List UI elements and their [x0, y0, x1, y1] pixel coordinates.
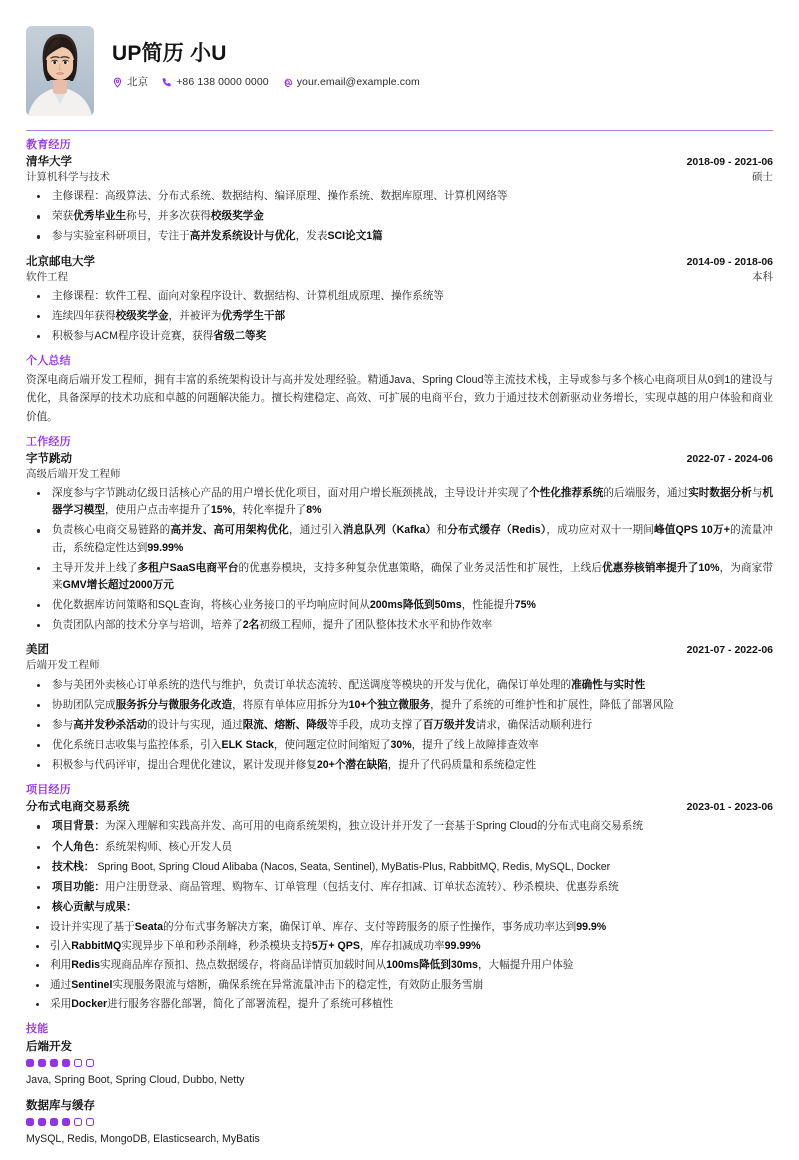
skill-dot-filled	[50, 1118, 58, 1126]
section-title-summary: 个人总结	[26, 355, 71, 368]
skill-dot-empty	[86, 1059, 94, 1067]
experience-entry	[26, 154, 773, 246]
skill-dot-empty	[74, 1059, 82, 1067]
bullet-item: 连续四年获得校级奖学金，并被评为优秀学生干部	[26, 308, 773, 325]
entry-subheader	[26, 658, 773, 673]
skill-dot-filled	[62, 1118, 70, 1126]
bullet-item: 荣获优秀毕业生称号，并多次获得校级奖学金	[26, 208, 773, 225]
skill-level-dots	[26, 1118, 773, 1126]
header-text-block	[112, 26, 429, 88]
section-work	[26, 435, 773, 775]
entry-organization: 美团	[26, 644, 49, 657]
experience-entry	[26, 451, 773, 635]
entry-organization: 分布式电商交易系统	[26, 801, 130, 814]
bullet-item: 积极参与代码评审，提出合理优化建议，累计发现并修复20+个潜在缺陷，提升了代码质量和系统稳定性	[26, 757, 773, 774]
entry-subheader	[26, 270, 773, 285]
entry-header	[26, 154, 773, 170]
sub-bullet-item: 采用Docker进行服务容器化部署，简化了部署流程，提升了系统可移植性	[26, 996, 773, 1013]
bullet-item: 项目功能：用户注册登录、商品管理、购物车、订单管理（包括支付、库存扣减、订单状态流转）、秒杀模块、优惠券系统	[26, 879, 773, 896]
project-entries	[26, 799, 773, 1013]
entry-header	[26, 254, 773, 270]
bullet-item: 协助团队完成服务拆分与微服务化改造，将原有单体应用拆分为10+个独立微服务，提升了系统的可维护性和扩展性，降低了部署风险	[26, 697, 773, 714]
education-entries	[26, 154, 773, 346]
bullet-item: 参与美团外卖核心订单系统的迭代与维护，负责订单状态流转、配送调度等模块的开发与优化，确保订单处理的准确性与实时性	[26, 677, 773, 694]
contact-email	[282, 77, 420, 88]
entry-role: 高级后端开发工程师	[26, 467, 121, 480]
entry-date-range: 2021-07 - 2022-06	[686, 644, 773, 657]
contact-location	[112, 77, 148, 88]
entry-date-range: 2018-09 - 2021-06	[686, 155, 773, 168]
entry-degree: 硕士	[752, 170, 773, 183]
skill-dot-filled	[62, 1059, 70, 1067]
contact-row	[112, 77, 429, 88]
phone-icon	[161, 77, 172, 88]
entry-header	[26, 642, 773, 658]
email-at-icon	[282, 77, 293, 88]
skill-level-dots	[26, 1059, 773, 1067]
skill-block	[26, 1039, 773, 1089]
skill-dot-empty	[86, 1118, 94, 1126]
bullet-item: 积极参与ACM程序设计竞赛，获得省级二等奖	[26, 328, 773, 345]
skill-blocks	[26, 1039, 773, 1148]
portrait-photo	[26, 26, 94, 116]
entry-date-range: 2023-01 - 2023-06	[686, 801, 773, 814]
skill-dot-filled	[26, 1059, 34, 1067]
entry-header	[26, 451, 773, 467]
entry-date-range: 2022-07 - 2024-06	[686, 452, 773, 465]
bullet-item: 优化数据库访问策略和SQL查询，将核心业务接口的平均响应时间从200ms降低到50ms，性能提升75%	[26, 597, 773, 614]
entry-role: 计算机科学与技术	[26, 170, 110, 183]
sub-bullet-item: 设计并实现了基于Seata的分布式事务解决方案，确保订单、库存、支付等跨服务的原子性操作，事务成功率达到99.9%	[26, 919, 773, 936]
bullet-item: 项目背景：为深入理解和实践高并发、高可用的电商系统架构，独立设计并开发了一套基于Spring Cloud的分布式电商交易系统	[26, 818, 773, 835]
contact-phone-value: +86 138 0000 0000	[176, 76, 269, 89]
summary-text: 资深电商后端开发工程师，拥有丰富的系统架构设计与高并发处理经验。精通Java、Spring Cloud等主流技术栈，主导或参与多个核心电商项目从0到1的建设与优化，具备深厚的技术功底和卓越的问题解决能力。擅长构建稳定、高效、可扩展的电商平台，致力于通过技术创新驱动业务增长，实现卓越的用户体验和商业价值。	[26, 374, 773, 423]
entry-bullet-list	[26, 818, 773, 916]
section-summary	[26, 354, 773, 426]
sub-bullet-item: 引入RabbitMQ实现异步下单和秒杀削峰，秒杀模块支持5万+ QPS，库存扣减成功率99.99%	[26, 938, 773, 955]
section-education	[26, 138, 773, 345]
entry-role: 软件工程	[26, 270, 68, 283]
entry-organization: 清华大学	[26, 155, 72, 168]
skill-block	[26, 1098, 773, 1148]
section-title-work: 工作经历	[26, 435, 71, 448]
bullet-item: 技术栈： Spring Boot, Spring Cloud Alibaba (Nacos, Seata, Sentinel), MyBatis-Plus, RabbitMQ, Redis, MySQL, Docker	[26, 859, 773, 876]
bullet-item: 负责核心电商交易链路的高并发、高可用架构优化，通过引入消息队列（Kafka）和分布式缓存（Redis），成功应对双十一期间峰值QPS 10万+的流量冲击，系统稳定性达到99.99%	[26, 522, 773, 556]
entry-role: 后端开发工程师	[26, 659, 100, 672]
entry-bullet-list	[26, 485, 773, 634]
bullet-item: 核心贡献与成果：	[26, 899, 773, 916]
skill-category-name: 数据库与缓存	[26, 1099, 95, 1112]
entry-sub-bullet-list	[26, 919, 773, 1013]
skill-category-name: 后端开发	[26, 1040, 72, 1053]
bullet-item: 优化系统日志收集与监控体系，引入ELK Stack，使问题定位时间缩短了30%，提升了线上故障排查效率	[26, 737, 773, 754]
section-title-projects: 项目经历	[26, 784, 71, 797]
page-title: UP简历 小U	[112, 42, 227, 65]
sub-bullet-item: 通过Sentinel实现服务限流与熔断，确保系统在异常流量冲击下的稳定性，有效防止服务雪崩	[26, 977, 773, 994]
entry-degree: 本科	[752, 270, 773, 283]
entry-bullet-list	[26, 677, 773, 775]
experience-entry	[26, 254, 773, 346]
skill-dot-filled	[50, 1059, 58, 1067]
skill-items-list: MySQL, Redis, MongoDB, Elasticsearch, MyBatis	[26, 1133, 260, 1146]
entry-header	[26, 799, 773, 815]
resume-header	[26, 26, 773, 124]
entry-date-range: 2014-09 - 2018-06	[686, 255, 773, 268]
bullet-item: 参与高并发秒杀活动的设计与实现，通过限流、熔断、降级等手段，成功支撑了百万级并发请求，确保活动顺利进行	[26, 717, 773, 734]
section-title-skills: 技能	[26, 1022, 49, 1035]
skill-dot-filled	[38, 1059, 46, 1067]
experience-entry	[26, 642, 773, 774]
location-pin-icon	[112, 77, 123, 88]
bullet-item: 个人角色：系统架构师、核心开发人员	[26, 839, 773, 856]
bullet-item: 主修课程：高级算法、分布式系统、数据结构、编译原理、操作系统、数据库原理、计算机网络等	[26, 188, 773, 205]
sub-bullet-item: 利用Redis实现商品库存预扣、热点数据缓存，将商品详情页加载时间从100ms降低到30ms，大幅提升用户体验	[26, 957, 773, 974]
bullet-item: 深度参与字节跳动亿级日活核心产品的用户增长优化项目，面对用户增长瓶颈挑战，主导设计并实现了个性化推荐系统的后端服务，通过实时数据分析与机器学习模型，使用户点击率提升了15%，转化率提升了8%	[26, 485, 773, 519]
section-title-education: 教育经历	[26, 139, 71, 151]
entry-bullet-list	[26, 288, 773, 345]
contact-location-value: 北京	[127, 76, 149, 89]
bullet-item: 主导开发并上线了多租户SaaS电商平台的优惠券模块，支持多种复杂优惠策略，确保了业务灵活性和扩展性，上线后优惠券核销率提升了10%，为商家带来GMV增长超过2000万元	[26, 560, 773, 594]
bullet-item: 参与实验室科研项目，专注于高并发系统设计与优化，发表SCI论文1篇	[26, 228, 773, 245]
contact-email-value: your.email@example.com	[296, 76, 420, 89]
section-projects	[26, 783, 773, 1013]
entry-organization: 字节跳动	[26, 452, 72, 465]
contact-phone	[161, 77, 269, 88]
skill-dot-empty	[74, 1118, 82, 1126]
work-entries	[26, 451, 773, 775]
bullet-item: 主修课程：软件工程、面向对象程序设计、数据结构、计算机组成原理、操作系统等	[26, 288, 773, 305]
entry-bullet-list	[26, 188, 773, 245]
entry-organization: 北京邮电大学	[26, 255, 95, 268]
skill-dot-filled	[38, 1118, 46, 1126]
section-skills	[26, 1022, 773, 1148]
skill-dot-filled	[26, 1118, 34, 1126]
entry-subheader	[26, 467, 773, 482]
header-divider	[26, 130, 773, 131]
entry-subheader	[26, 170, 773, 185]
skill-items-list: Java, Spring Boot, Spring Cloud, Dubbo, Netty	[26, 1074, 245, 1086]
experience-entry	[26, 799, 773, 1013]
bullet-item: 负责团队内部的技术分享与培训，培养了2名初级工程师，提升了团队整体技术水平和协作效率	[26, 617, 773, 634]
